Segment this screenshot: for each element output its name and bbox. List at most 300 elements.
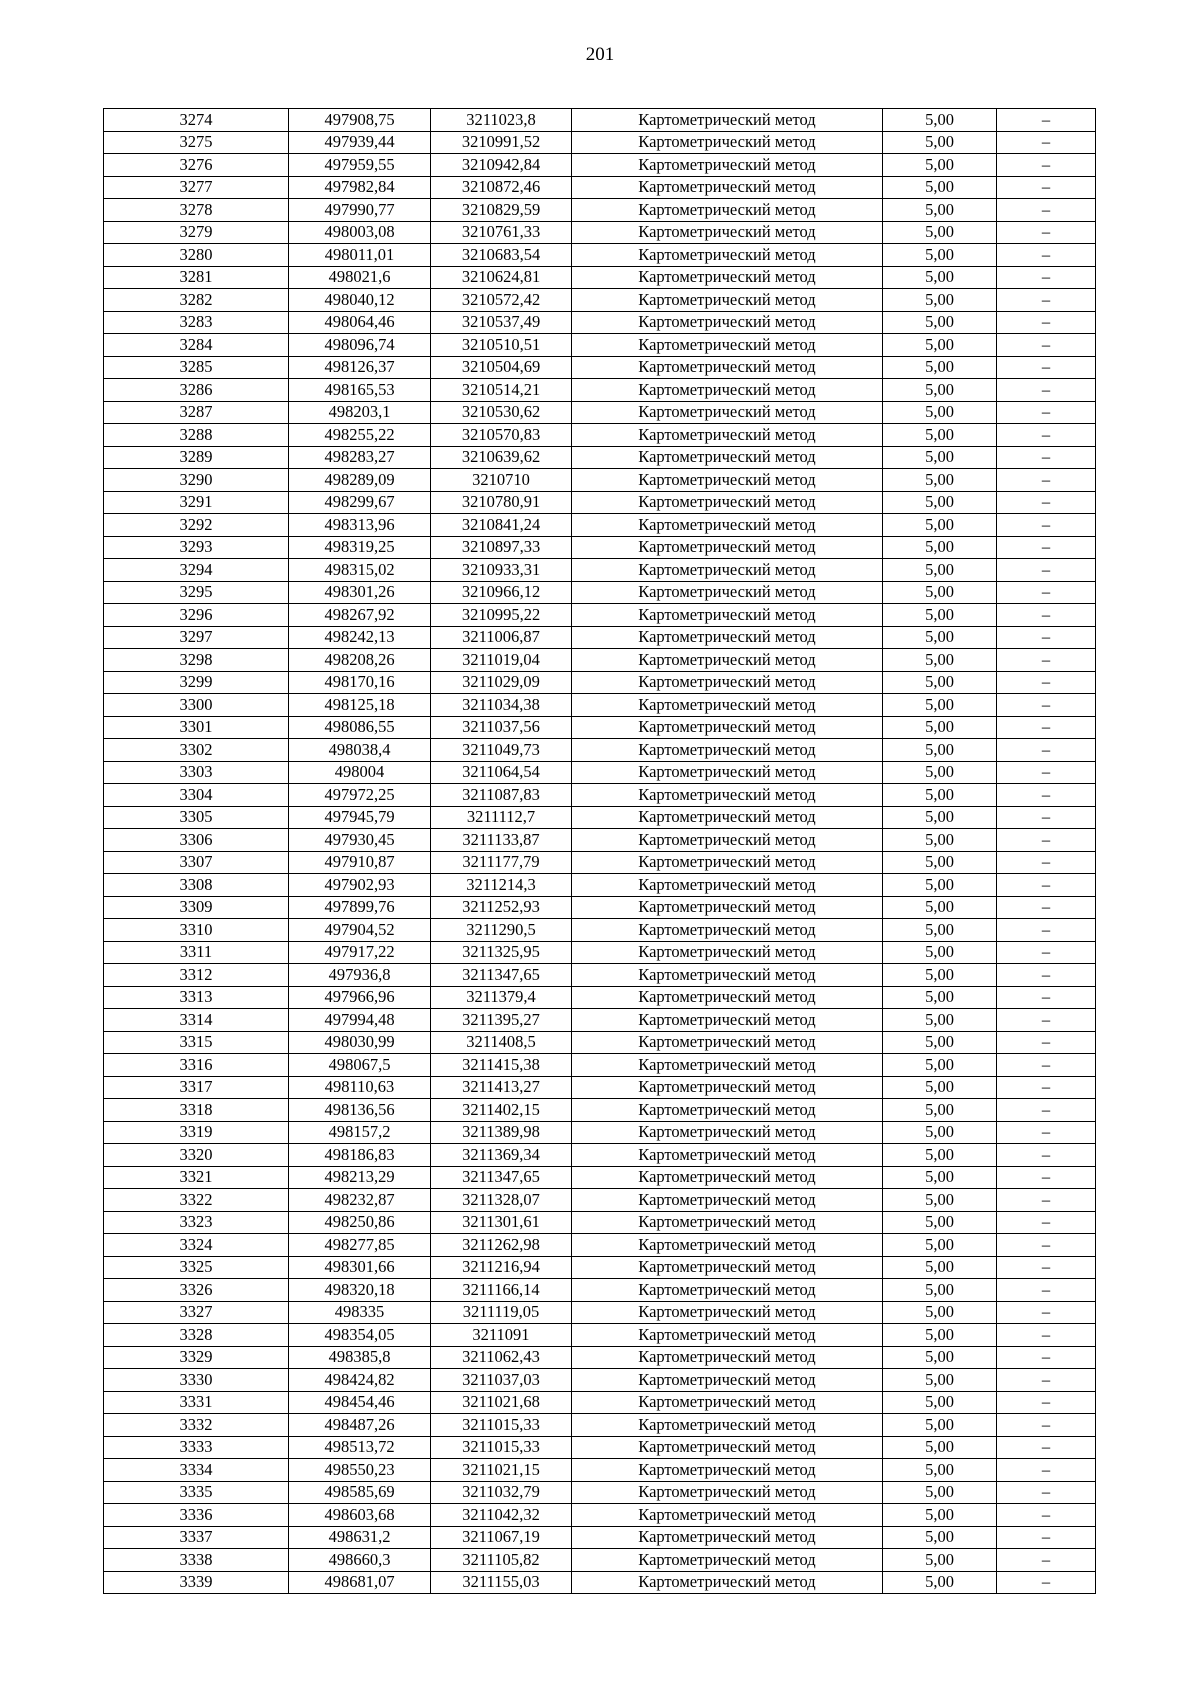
- point-number-cell: 3334: [104, 1459, 289, 1482]
- point-number-cell: 3328: [104, 1324, 289, 1347]
- note-cell: –: [997, 784, 1096, 807]
- table-row: [104, 829, 1096, 852]
- method-cell: Картометрический метод: [572, 761, 883, 784]
- accuracy-cell: 5,00: [883, 334, 997, 357]
- note-cell: –: [997, 1144, 1096, 1167]
- point-number-cell: 3324: [104, 1234, 289, 1257]
- method-cell: Картометрический метод: [572, 401, 883, 424]
- method-cell: Картометрический метод: [572, 199, 883, 222]
- y-coordinate-cell: 3210572,42: [431, 289, 572, 312]
- y-coordinate-cell: 3211037,56: [431, 716, 572, 739]
- x-coordinate-cell: 498585,69: [289, 1481, 431, 1504]
- method-cell: Картометрический метод: [572, 1144, 883, 1167]
- point-number-cell: 3336: [104, 1504, 289, 1527]
- method-cell: Картометрический метод: [572, 1009, 883, 1032]
- y-coordinate-cell: 3210966,12: [431, 581, 572, 604]
- method-cell: Картометрический метод: [572, 694, 883, 717]
- x-coordinate-cell: 498030,99: [289, 1031, 431, 1054]
- table-row: [104, 986, 1096, 1009]
- table-row: [104, 671, 1096, 694]
- point-number-cell: 3313: [104, 986, 289, 1009]
- x-coordinate-cell: 498186,83: [289, 1144, 431, 1167]
- y-coordinate-cell: 3211166,14: [431, 1279, 572, 1302]
- note-cell: –: [997, 266, 1096, 289]
- y-coordinate-cell: 3211328,07: [431, 1189, 572, 1212]
- method-cell: Картометрический метод: [572, 559, 883, 582]
- y-coordinate-cell: 3211262,98: [431, 1234, 572, 1257]
- method-cell: Картометрический метод: [572, 1549, 883, 1572]
- table-row: [104, 199, 1096, 222]
- y-coordinate-cell: 3210530,62: [431, 401, 572, 424]
- note-cell: –: [997, 896, 1096, 919]
- note-cell: –: [997, 514, 1096, 537]
- note-cell: –: [997, 109, 1096, 132]
- note-cell: –: [997, 986, 1096, 1009]
- method-cell: Картометрический метод: [572, 1414, 883, 1437]
- y-coordinate-cell: 3211087,83: [431, 784, 572, 807]
- point-number-cell: 3330: [104, 1369, 289, 1392]
- x-coordinate-cell: 498250,86: [289, 1211, 431, 1234]
- table-row: [104, 221, 1096, 244]
- point-number-cell: 3327: [104, 1301, 289, 1324]
- y-coordinate-cell: 3211290,5: [431, 919, 572, 942]
- note-cell: –: [997, 1391, 1096, 1414]
- y-coordinate-cell: 3210510,51: [431, 334, 572, 357]
- note-cell: –: [997, 806, 1096, 829]
- accuracy-cell: 5,00: [883, 649, 997, 672]
- table-row: [104, 1031, 1096, 1054]
- method-cell: Картометрический метод: [572, 289, 883, 312]
- method-cell: Картометрический метод: [572, 1571, 883, 1594]
- x-coordinate-cell: 498301,66: [289, 1256, 431, 1279]
- x-coordinate-cell: 498232,87: [289, 1189, 431, 1212]
- accuracy-cell: 5,00: [883, 1279, 997, 1302]
- point-number-cell: 3297: [104, 626, 289, 649]
- y-coordinate-cell: 3210710: [431, 469, 572, 492]
- table-row: [104, 851, 1096, 874]
- table-row: [104, 874, 1096, 897]
- note-cell: –: [997, 1324, 1096, 1347]
- accuracy-cell: 5,00: [883, 446, 997, 469]
- x-coordinate-cell: 498301,26: [289, 581, 431, 604]
- table-row: [104, 716, 1096, 739]
- x-coordinate-cell: 498003,08: [289, 221, 431, 244]
- y-coordinate-cell: 3211015,33: [431, 1436, 572, 1459]
- y-coordinate-cell: 3211369,34: [431, 1144, 572, 1167]
- note-cell: –: [997, 1526, 1096, 1549]
- method-cell: Картометрический метод: [572, 1459, 883, 1482]
- method-cell: Картометрический метод: [572, 1234, 883, 1257]
- method-cell: Картометрический метод: [572, 266, 883, 289]
- table-row: [104, 1346, 1096, 1369]
- method-cell: Картометрический метод: [572, 806, 883, 829]
- x-coordinate-cell: 498067,5: [289, 1054, 431, 1077]
- x-coordinate-cell: 497966,96: [289, 986, 431, 1009]
- point-number-cell: 3314: [104, 1009, 289, 1032]
- x-coordinate-cell: 498277,85: [289, 1234, 431, 1257]
- accuracy-cell: 5,00: [883, 919, 997, 942]
- point-number-cell: 3315: [104, 1031, 289, 1054]
- method-cell: Картометрический метод: [572, 536, 883, 559]
- x-coordinate-cell: 498096,74: [289, 334, 431, 357]
- x-coordinate-cell: 498208,26: [289, 649, 431, 672]
- method-cell: Картометрический метод: [572, 581, 883, 604]
- table-row: [104, 334, 1096, 357]
- table-row: [104, 896, 1096, 919]
- method-cell: Картометрический метод: [572, 986, 883, 1009]
- accuracy-cell: 5,00: [883, 559, 997, 582]
- method-cell: Картометрический метод: [572, 424, 883, 447]
- accuracy-cell: 5,00: [883, 199, 997, 222]
- accuracy-cell: 5,00: [883, 1481, 997, 1504]
- accuracy-cell: 5,00: [883, 1211, 997, 1234]
- table-row: [104, 1481, 1096, 1504]
- note-cell: –: [997, 626, 1096, 649]
- x-coordinate-cell: 497994,48: [289, 1009, 431, 1032]
- method-cell: Картометрический метод: [572, 1121, 883, 1144]
- x-coordinate-cell: 498255,22: [289, 424, 431, 447]
- note-cell: –: [997, 1256, 1096, 1279]
- table-row: [104, 244, 1096, 267]
- note-cell: –: [997, 941, 1096, 964]
- point-number-cell: 3292: [104, 514, 289, 537]
- point-number-cell: 3276: [104, 154, 289, 177]
- table-row: [104, 131, 1096, 154]
- note-cell: –: [997, 154, 1096, 177]
- table-row: [104, 1256, 1096, 1279]
- method-cell: Картометрический метод: [572, 1436, 883, 1459]
- note-cell: –: [997, 739, 1096, 762]
- y-coordinate-cell: 3210504,69: [431, 356, 572, 379]
- accuracy-cell: 5,00: [883, 356, 997, 379]
- x-coordinate-cell: 498320,18: [289, 1279, 431, 1302]
- accuracy-cell: 5,00: [883, 491, 997, 514]
- table-row: [104, 694, 1096, 717]
- accuracy-cell: 5,00: [883, 1256, 997, 1279]
- y-coordinate-cell: 3211347,65: [431, 964, 572, 987]
- y-coordinate-cell: 3211252,93: [431, 896, 572, 919]
- accuracy-cell: 5,00: [883, 1301, 997, 1324]
- point-number-cell: 3278: [104, 199, 289, 222]
- y-coordinate-cell: 3210570,83: [431, 424, 572, 447]
- point-number-cell: 3277: [104, 176, 289, 199]
- accuracy-cell: 5,00: [883, 964, 997, 987]
- table-row: [104, 581, 1096, 604]
- note-cell: –: [997, 1099, 1096, 1122]
- x-coordinate-cell: 498603,68: [289, 1504, 431, 1527]
- method-cell: Картометрический метод: [572, 874, 883, 897]
- note-cell: –: [997, 1301, 1096, 1324]
- method-cell: Картометрический метод: [572, 1166, 883, 1189]
- point-number-cell: 3329: [104, 1346, 289, 1369]
- method-cell: Картометрический метод: [572, 1391, 883, 1414]
- note-cell: –: [997, 446, 1096, 469]
- accuracy-cell: 5,00: [883, 626, 997, 649]
- accuracy-cell: 5,00: [883, 851, 997, 874]
- method-cell: Картометрический метод: [572, 851, 883, 874]
- y-coordinate-cell: 3211325,95: [431, 941, 572, 964]
- note-cell: –: [997, 874, 1096, 897]
- point-number-cell: 3293: [104, 536, 289, 559]
- x-coordinate-cell: 497959,55: [289, 154, 431, 177]
- x-coordinate-cell: 498289,09: [289, 469, 431, 492]
- method-cell: Картометрический метод: [572, 469, 883, 492]
- method-cell: Картометрический метод: [572, 1256, 883, 1279]
- x-coordinate-cell: 498011,01: [289, 244, 431, 267]
- method-cell: Картометрический метод: [572, 1504, 883, 1527]
- method-cell: Картометрический метод: [572, 1211, 883, 1234]
- note-cell: –: [997, 1211, 1096, 1234]
- table-row: [104, 784, 1096, 807]
- accuracy-cell: 5,00: [883, 379, 997, 402]
- note-cell: –: [997, 311, 1096, 334]
- method-cell: Картометрический метод: [572, 896, 883, 919]
- x-coordinate-cell: 498267,92: [289, 604, 431, 627]
- table-row: [104, 1324, 1096, 1347]
- method-cell: Картометрический метод: [572, 671, 883, 694]
- x-coordinate-cell: 498631,2: [289, 1526, 431, 1549]
- note-cell: –: [997, 1414, 1096, 1437]
- table-row: [104, 446, 1096, 469]
- table-row: [104, 1121, 1096, 1144]
- table-row: [104, 1459, 1096, 1482]
- note-cell: –: [997, 1031, 1096, 1054]
- note-cell: –: [997, 964, 1096, 987]
- point-number-cell: 3281: [104, 266, 289, 289]
- accuracy-cell: 5,00: [883, 266, 997, 289]
- x-coordinate-cell: 497972,25: [289, 784, 431, 807]
- method-cell: Картометрический метод: [572, 446, 883, 469]
- point-number-cell: 3311: [104, 941, 289, 964]
- x-coordinate-cell: 498424,82: [289, 1369, 431, 1392]
- coordinates-table: [103, 108, 1096, 1594]
- y-coordinate-cell: 3210942,84: [431, 154, 572, 177]
- point-number-cell: 3305: [104, 806, 289, 829]
- point-number-cell: 3289: [104, 446, 289, 469]
- note-cell: –: [997, 424, 1096, 447]
- x-coordinate-cell: 498064,46: [289, 311, 431, 334]
- x-coordinate-cell: 498315,02: [289, 559, 431, 582]
- note-cell: –: [997, 491, 1096, 514]
- method-cell: Картометрический метод: [572, 221, 883, 244]
- table-row: [104, 424, 1096, 447]
- x-coordinate-cell: 497939,44: [289, 131, 431, 154]
- table-row: [104, 379, 1096, 402]
- x-coordinate-cell: 498454,46: [289, 1391, 431, 1414]
- note-cell: –: [997, 469, 1096, 492]
- table-row: [104, 604, 1096, 627]
- point-number-cell: 3294: [104, 559, 289, 582]
- accuracy-cell: 5,00: [883, 1189, 997, 1212]
- y-coordinate-cell: 3211105,82: [431, 1549, 572, 1572]
- point-number-cell: 3291: [104, 491, 289, 514]
- accuracy-cell: 5,00: [883, 1346, 997, 1369]
- note-cell: –: [997, 244, 1096, 267]
- table-row: [104, 1054, 1096, 1077]
- point-number-cell: 3279: [104, 221, 289, 244]
- note-cell: –: [997, 1346, 1096, 1369]
- y-coordinate-cell: 3211021,68: [431, 1391, 572, 1414]
- accuracy-cell: 5,00: [883, 469, 997, 492]
- table-row: [104, 1144, 1096, 1167]
- note-cell: –: [997, 1481, 1096, 1504]
- table-row: [104, 941, 1096, 964]
- x-coordinate-cell: 497990,77: [289, 199, 431, 222]
- point-number-cell: 3274: [104, 109, 289, 132]
- x-coordinate-cell: 497945,79: [289, 806, 431, 829]
- x-coordinate-cell: 498354,05: [289, 1324, 431, 1347]
- accuracy-cell: 5,00: [883, 874, 997, 897]
- y-coordinate-cell: 3211413,27: [431, 1076, 572, 1099]
- note-cell: –: [997, 851, 1096, 874]
- note-cell: –: [997, 1121, 1096, 1144]
- x-coordinate-cell: 498004: [289, 761, 431, 784]
- method-cell: Картометрический метод: [572, 379, 883, 402]
- note-cell: –: [997, 1504, 1096, 1527]
- y-coordinate-cell: 3211006,87: [431, 626, 572, 649]
- y-coordinate-cell: 3210897,33: [431, 536, 572, 559]
- table-row: [104, 739, 1096, 762]
- table-row: [104, 1526, 1096, 1549]
- note-cell: –: [997, 1076, 1096, 1099]
- table-row: [104, 1279, 1096, 1302]
- point-number-cell: 3332: [104, 1414, 289, 1437]
- y-coordinate-cell: 3211042,32: [431, 1504, 572, 1527]
- accuracy-cell: 5,00: [883, 1549, 997, 1572]
- accuracy-cell: 5,00: [883, 289, 997, 312]
- table-row: [104, 1234, 1096, 1257]
- note-cell: –: [997, 649, 1096, 672]
- note-cell: –: [997, 536, 1096, 559]
- x-coordinate-cell: 498299,67: [289, 491, 431, 514]
- y-coordinate-cell: 3211408,5: [431, 1031, 572, 1054]
- y-coordinate-cell: 3210841,24: [431, 514, 572, 537]
- point-number-cell: 3283: [104, 311, 289, 334]
- y-coordinate-cell: 3211023,8: [431, 109, 572, 132]
- x-coordinate-cell: 498165,53: [289, 379, 431, 402]
- table-row: [104, 1391, 1096, 1414]
- y-coordinate-cell: 3211037,03: [431, 1369, 572, 1392]
- accuracy-cell: 5,00: [883, 581, 997, 604]
- y-coordinate-cell: 3210991,52: [431, 131, 572, 154]
- y-coordinate-cell: 3211301,61: [431, 1211, 572, 1234]
- accuracy-cell: 5,00: [883, 221, 997, 244]
- note-cell: –: [997, 1369, 1096, 1392]
- note-cell: –: [997, 289, 1096, 312]
- x-coordinate-cell: 498110,63: [289, 1076, 431, 1099]
- x-coordinate-cell: 498021,6: [289, 266, 431, 289]
- note-cell: –: [997, 176, 1096, 199]
- method-cell: Картометрический метод: [572, 176, 883, 199]
- accuracy-cell: 5,00: [883, 1234, 997, 1257]
- y-coordinate-cell: 3211029,09: [431, 671, 572, 694]
- x-coordinate-cell: 498385,8: [289, 1346, 431, 1369]
- table-row: [104, 176, 1096, 199]
- method-cell: Картометрический метод: [572, 1369, 883, 1392]
- y-coordinate-cell: 3211379,4: [431, 986, 572, 1009]
- point-number-cell: 3282: [104, 289, 289, 312]
- x-coordinate-cell: 498335: [289, 1301, 431, 1324]
- table-row: [104, 356, 1096, 379]
- accuracy-cell: 5,00: [883, 1166, 997, 1189]
- point-number-cell: 3338: [104, 1549, 289, 1572]
- x-coordinate-cell: 498681,07: [289, 1571, 431, 1594]
- y-coordinate-cell: 3211395,27: [431, 1009, 572, 1032]
- x-coordinate-cell: 498550,23: [289, 1459, 431, 1482]
- table-row: [104, 469, 1096, 492]
- method-cell: Картометрический метод: [572, 626, 883, 649]
- method-cell: Картометрический метод: [572, 334, 883, 357]
- table-row: [104, 1504, 1096, 1527]
- table-row: [104, 514, 1096, 537]
- method-cell: Картометрический метод: [572, 1481, 883, 1504]
- y-coordinate-cell: 3210683,54: [431, 244, 572, 267]
- point-number-cell: 3310: [104, 919, 289, 942]
- x-coordinate-cell: 497917,22: [289, 941, 431, 964]
- table-row: [104, 1189, 1096, 1212]
- accuracy-cell: 5,00: [883, 424, 997, 447]
- point-number-cell: 3307: [104, 851, 289, 874]
- table-row: [104, 1549, 1096, 1572]
- y-coordinate-cell: 3210639,62: [431, 446, 572, 469]
- point-number-cell: 3337: [104, 1526, 289, 1549]
- x-coordinate-cell: 498038,4: [289, 739, 431, 762]
- accuracy-cell: 5,00: [883, 401, 997, 424]
- y-coordinate-cell: 3211214,3: [431, 874, 572, 897]
- point-number-cell: 3333: [104, 1436, 289, 1459]
- point-number-cell: 3322: [104, 1189, 289, 1212]
- point-number-cell: 3286: [104, 379, 289, 402]
- method-cell: Картометрический метод: [572, 311, 883, 334]
- y-coordinate-cell: 3210995,22: [431, 604, 572, 627]
- x-coordinate-cell: 497908,75: [289, 109, 431, 132]
- table-row: [104, 1211, 1096, 1234]
- table-row: [104, 1369, 1096, 1392]
- y-coordinate-cell: 3210537,49: [431, 311, 572, 334]
- x-coordinate-cell: 498170,16: [289, 671, 431, 694]
- accuracy-cell: 5,00: [883, 109, 997, 132]
- y-coordinate-cell: 3210514,21: [431, 379, 572, 402]
- x-coordinate-cell: 498513,72: [289, 1436, 431, 1459]
- accuracy-cell: 5,00: [883, 986, 997, 1009]
- method-cell: Картометрический метод: [572, 244, 883, 267]
- note-cell: –: [997, 379, 1096, 402]
- accuracy-cell: 5,00: [883, 941, 997, 964]
- point-number-cell: 3300: [104, 694, 289, 717]
- y-coordinate-cell: 3211389,98: [431, 1121, 572, 1144]
- method-cell: Картометрический метод: [572, 1031, 883, 1054]
- method-cell: Картометрический метод: [572, 1054, 883, 1077]
- method-cell: Картометрический метод: [572, 1189, 883, 1212]
- note-cell: –: [997, 1436, 1096, 1459]
- x-coordinate-cell: 498126,37: [289, 356, 431, 379]
- note-cell: –: [997, 694, 1096, 717]
- method-cell: Картометрический метод: [572, 739, 883, 762]
- table-row: [104, 154, 1096, 177]
- method-cell: Картометрический метод: [572, 1346, 883, 1369]
- note-cell: –: [997, 1571, 1096, 1594]
- x-coordinate-cell: 498660,3: [289, 1549, 431, 1572]
- y-coordinate-cell: 3211119,05: [431, 1301, 572, 1324]
- method-cell: Картометрический метод: [572, 1324, 883, 1347]
- note-cell: –: [997, 1549, 1096, 1572]
- point-number-cell: 3323: [104, 1211, 289, 1234]
- y-coordinate-cell: 3211015,33: [431, 1414, 572, 1437]
- accuracy-cell: 5,00: [883, 739, 997, 762]
- note-cell: –: [997, 604, 1096, 627]
- y-coordinate-cell: 3211062,43: [431, 1346, 572, 1369]
- point-number-cell: 3308: [104, 874, 289, 897]
